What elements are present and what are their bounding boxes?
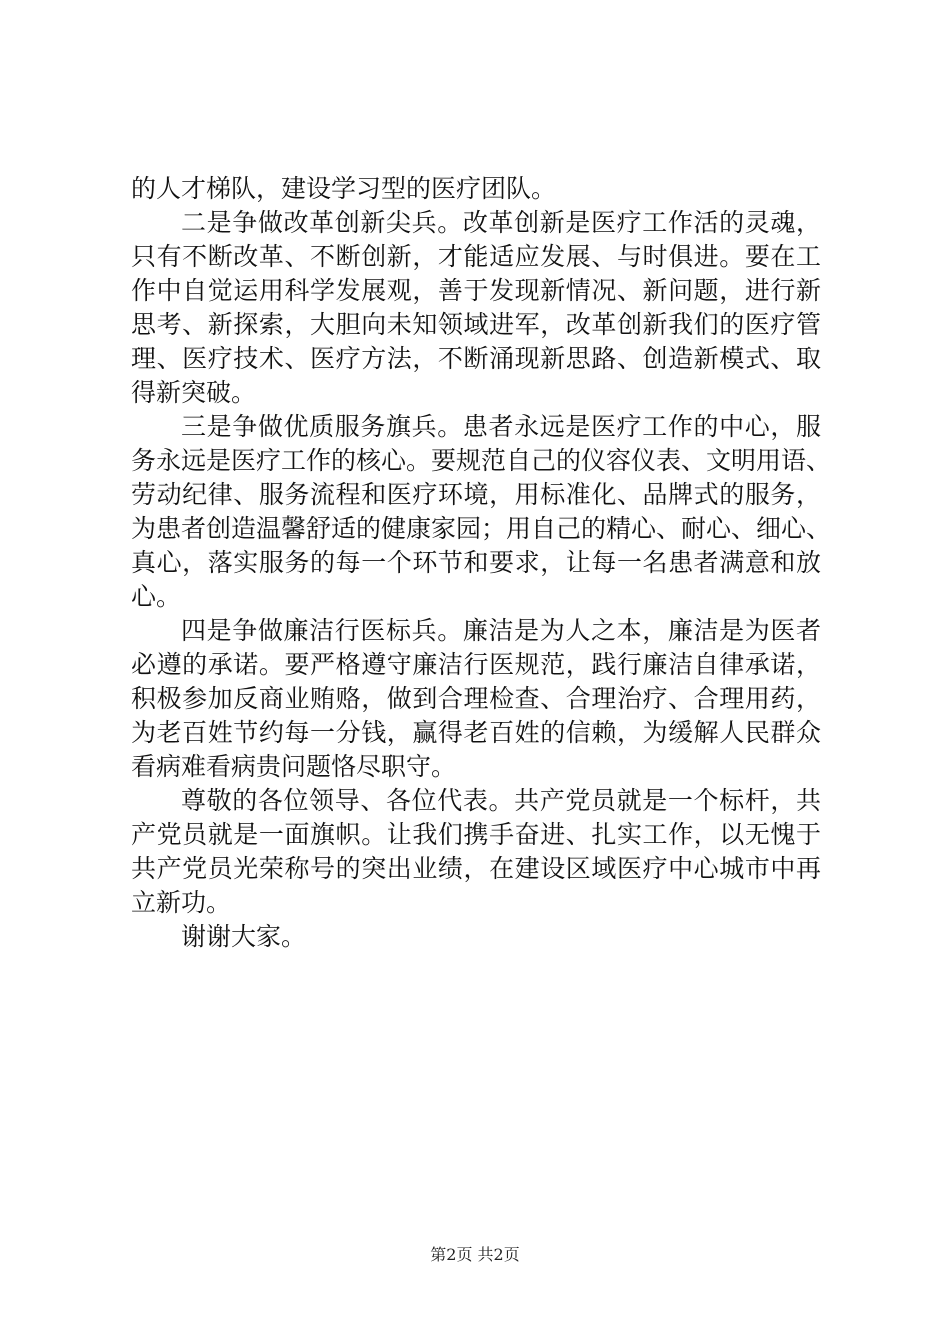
closing-line: 谢谢大家。 [181, 922, 307, 951]
paragraph-heading-line: 四是争做廉洁行医标兵。廉洁是为人之本，廉洁是为医者 [181, 616, 821, 645]
text-line: 理、医疗技术、医疗方法，不断涌现新思路、创造新模式、取 [131, 344, 821, 373]
text-line: 思考、新探索，大胆向未知领域进军，改革创新我们的医疗管 [131, 310, 821, 339]
text-line: 必遵的承诺。要严格遵守廉洁行医规范，践行廉洁自律承诺， [131, 650, 821, 679]
text-line: 的人才梯队，建设学习型的医疗团队。 [131, 174, 557, 203]
text-line: 只有不断改革、不断创新，才能适应发展、与时俱进。要在工 [131, 242, 821, 271]
text-line: 真心，落实服务的每一个环节和要求，让每一名患者满意和放 [131, 548, 821, 577]
text-line: 劳动纪律、服务流程和医疗环境，用标准化、品牌式的服务， [131, 480, 821, 509]
text-line: 立新功。 [131, 888, 232, 917]
document-body [131, 172, 832, 954]
text-line: 得新突破。 [131, 378, 257, 407]
paragraph-heading-line: 尊敬的各位领导、各位代表。共产党员就是一个标杆，共 [181, 786, 821, 815]
text-line: 务永远是医疗工作的核心。要规范自己的仪容仪表、文明用语、 [131, 446, 832, 475]
page-footer: 第2页 共2页 [430, 1245, 520, 1264]
text-line: 作中自觉运用科学发展观，善于发现新情况、新问题，进行新 [131, 276, 821, 305]
text-line: 积极参加反商业贿赂，做到合理检查、合理治疗、合理用药， [131, 684, 821, 713]
paragraph-heading-line: 二是争做改革创新尖兵。改革创新是医疗工作活的灵魂， [181, 208, 821, 237]
paragraph-heading-line: 三是争做优质服务旗兵。患者永远是医疗工作的中心，服 [181, 412, 821, 441]
text-line: 产党员就是一面旗帜。让我们携手奋进、扎实工作，以无愧于 [131, 820, 821, 849]
text-line: 为患者创造温馨舒适的健康家园；用自己的精心、耐心、细心、 [131, 514, 832, 543]
text-line: 心。 [131, 582, 182, 611]
text-line: 看病难看病贵问题恪尽职守。 [131, 752, 457, 781]
text-line: 为老百姓节约每一分钱，赢得老百姓的信赖，为缓解人民群众 [131, 718, 821, 747]
text-line: 共产党员光荣称号的突出业绩，在建设区域医疗中心城市中再 [131, 854, 821, 883]
